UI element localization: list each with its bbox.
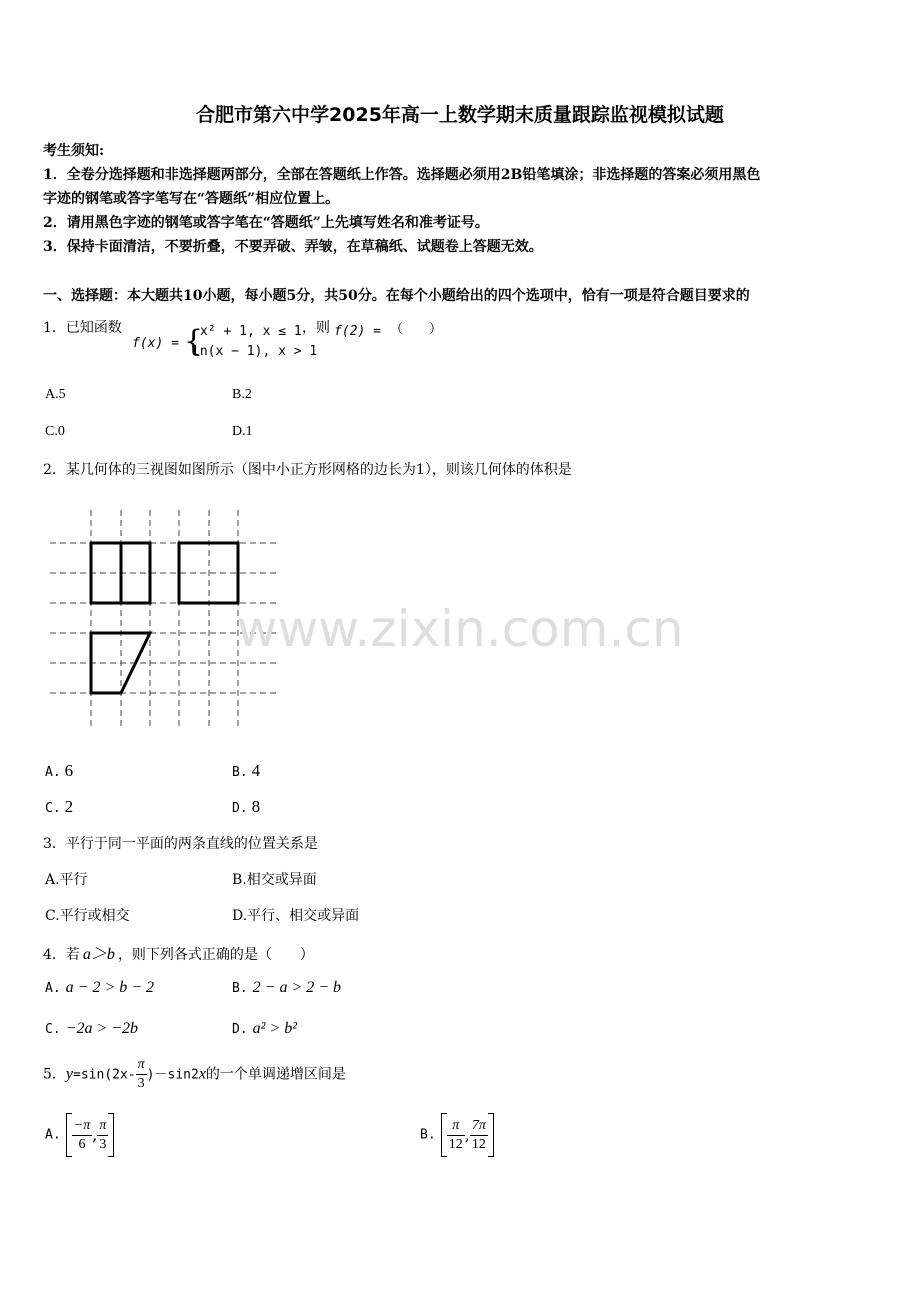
section-heading: 一、选择题：本大题共10小题，每小题5分，共50分。在每个小题给出的四个选项中，恰有一项是符合题目要求的	[43, 288, 750, 304]
page-title: 合肥市第六中学2025年高一上数学期末质量跟踪监视模拟试题	[196, 104, 724, 126]
three-view-figure	[50, 508, 282, 734]
q1-option-a: A.5	[45, 387, 66, 402]
q1-option-b: B.2	[232, 387, 252, 402]
q3-option-d: D.平行、相交或异面	[232, 908, 360, 924]
q1-case-1: x² + 1, x ≤ 1	[200, 324, 302, 339]
q5-option-b: B. $\frac{\pi}{12}$ , $\frac{7\pi}{12}$	[420, 1113, 494, 1157]
q1-brace: {	[184, 324, 204, 359]
q4-option-b: B. 2 − a > 2 − b	[232, 979, 342, 996]
q4-option-c: C. −2a > −2b	[45, 1020, 139, 1037]
q1-stem: 1．已知函数	[43, 320, 122, 336]
q1-then: ，则	[302, 320, 330, 336]
q3-option-c: C.平行或相交	[45, 908, 130, 924]
q1-option-c: C.0	[45, 424, 65, 439]
watermark: www.zixin.com.cn	[236, 600, 684, 658]
q4-option-a: A. a − 2 > b − 2	[45, 979, 155, 996]
grid-lines	[50, 510, 278, 730]
q3-option-a: A.平行	[45, 872, 88, 888]
q4-option-d: D. a² > b²	[232, 1020, 298, 1037]
q2-option-c: C. 2	[45, 797, 74, 816]
notice-item-3: 3．保持卡面清洁，不要折叠，不要弄破、弄皱，在草稿纸、试题卷上答题无效。	[43, 239, 543, 255]
q1-fx: f(x) =	[132, 336, 179, 351]
q2-option-b: B. 4	[232, 761, 261, 780]
q1-case-2: ln(x − 1), x > 1	[192, 344, 318, 359]
notice-heading: 考生须知:	[43, 143, 105, 159]
q5-option-a: A. $\frac{-\pi}{6}$ , $\frac{\pi}{3}$	[45, 1113, 114, 1157]
notice-item-1b: 字迹的钢笔或答字笔写在“答题纸”相应位置上。	[43, 191, 340, 207]
q2-stem: 2．某几何体的三视图如图所示（图中小正方形网格的边长为1），则该几何体的体积是	[43, 462, 572, 478]
notice-item-1a: 1．全卷分选择题和非选择题两部分，全部在答题纸上作答。选择题必须用2B铅笔填涂；非选择题的答案必须用黑色	[43, 167, 761, 183]
notice-item-2: 2．请用黑色字迹的钢笔或答字笔在“答题纸”上先填写姓名和准考证号。	[43, 215, 489, 231]
q5-stem: 5．y=sin(2x- $\frac{\pi}{3}$ )－sin2x的一个单调递增区间是	[43, 1057, 346, 1091]
q1-option-d: D.1	[232, 424, 253, 439]
q2-option-d: D. 8	[232, 797, 261, 816]
q1-f2: f(2) =	[334, 324, 381, 339]
q2-option-a: A. 6	[45, 761, 74, 780]
q5-pi-over-3: $\frac{\pi}{3}$	[137, 1057, 145, 1091]
q4-stem: 4．若 a＞b ，则下列各式正确的是（ ）	[43, 946, 314, 963]
q3-stem: 3．平行于同一平面的两条直线的位置关系是	[43, 836, 318, 852]
q3-option-b: B.相交或异面	[232, 872, 317, 888]
q1-paren: （ ）	[390, 322, 443, 337]
